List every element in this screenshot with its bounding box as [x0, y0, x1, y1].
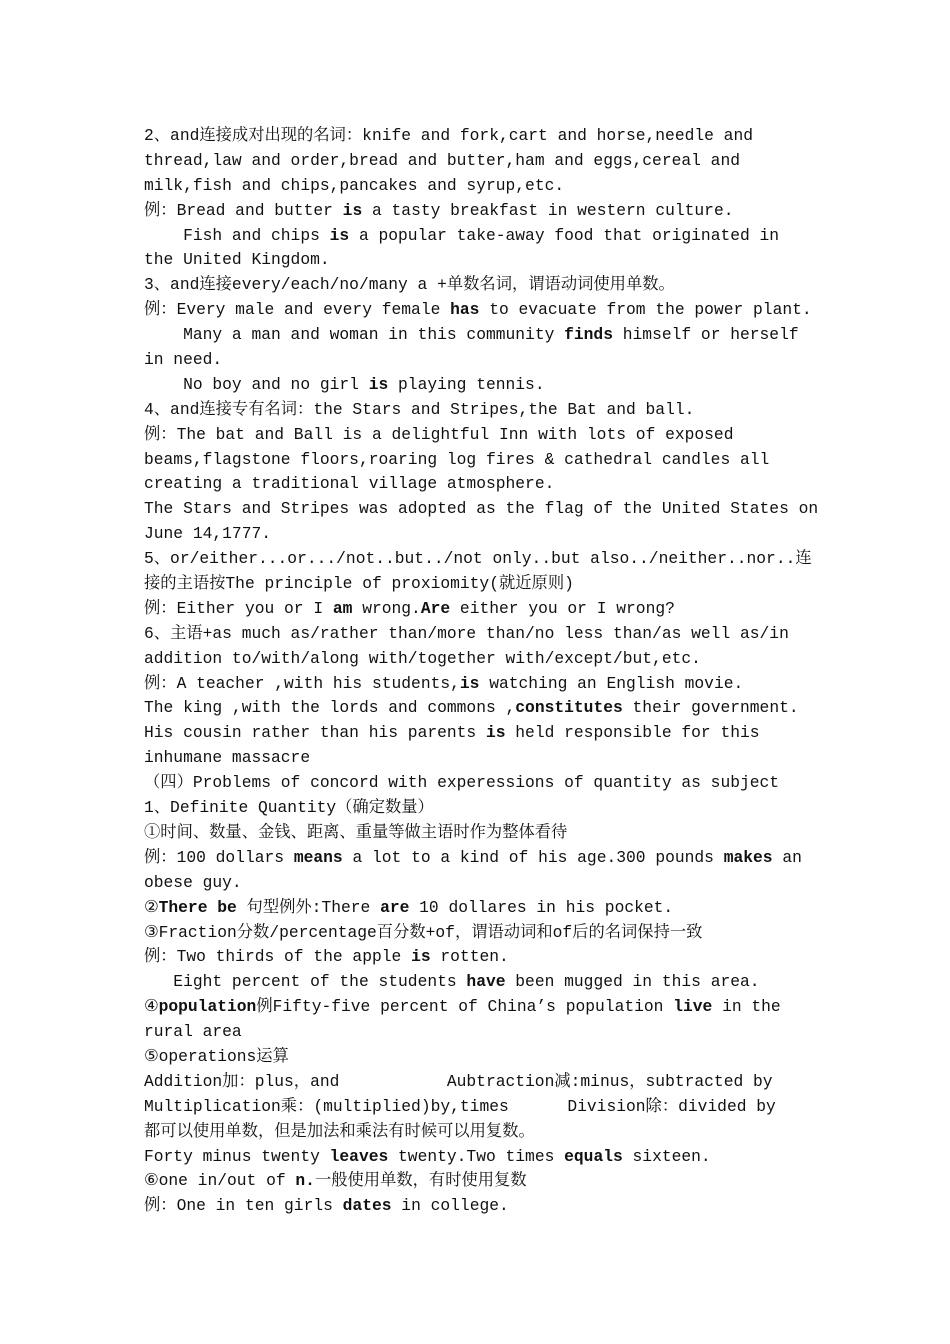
text-run: thread,law and order,bread and butter,ham and eggs,cereal and: [144, 150, 740, 170]
text-line: [144, 672, 814, 697]
text-line: [144, 1169, 814, 1194]
text-run: in need.: [144, 350, 223, 370]
text-line: [144, 174, 814, 199]
text-line: [144, 921, 814, 946]
text-line: [144, 696, 814, 721]
text-run: 1、Definite Quantity（确定数量）: [144, 798, 434, 818]
text-line: [144, 572, 814, 597]
text-run: 6、主语+as much as/rather than/more than/no less than/as well as/in: [144, 623, 789, 643]
text-run: addition to/with/along with/together with/except/but,etc.: [144, 648, 701, 668]
text-line: [144, 472, 814, 497]
text-run: a lot to a kind of his age.300 pounds: [342, 847, 724, 867]
text-line: [144, 348, 814, 373]
bold-verb: n.: [295, 1171, 315, 1191]
text-line: [144, 323, 814, 348]
text-line: [144, 522, 814, 547]
text-run: either you or I wrong?: [450, 598, 675, 618]
text-run: 例Fifty-five percent of China’s population: [256, 997, 674, 1017]
bold-verb: There be: [158, 897, 237, 917]
text-run: June 14,1777.: [144, 524, 272, 544]
text-line: [144, 746, 814, 771]
text-line: [144, 896, 814, 921]
text-run: ⑥one in/out of: [144, 1171, 296, 1191]
bold-verb: is: [459, 673, 480, 693]
text-line: [144, 771, 814, 796]
text-run: 例：One in ten girls: [144, 1196, 343, 1216]
bold-verb: live: [673, 997, 713, 1017]
text-line: [144, 1120, 814, 1145]
text-line: [144, 871, 814, 896]
text-run: （四）Problems of concord with experessions of quantity as subject: [144, 773, 780, 793]
text-line: [144, 423, 814, 448]
text-run: the United Kingdom.: [144, 250, 330, 270]
text-line: [144, 796, 814, 821]
text-run: 2、and连接成对出现的名词：knife and fork,cart and horse,needle and: [144, 126, 753, 145]
text-run: to evacuate from the power plant.: [479, 300, 812, 320]
text-run: in college.: [391, 1196, 509, 1216]
text-run: creating a traditional village atmosphere.: [144, 474, 555, 494]
text-line: [144, 622, 814, 647]
text-line: [144, 721, 814, 746]
text-run: The Stars and Stripes was adopted as the flag of the United States on: [144, 499, 819, 519]
text-line: [144, 149, 814, 174]
text-run: 例：Bread and butter: [144, 200, 343, 220]
text-line: [144, 1045, 814, 1070]
text-line: [144, 1070, 814, 1095]
bold-verb: population: [158, 997, 257, 1017]
text-run: rural area: [144, 1022, 242, 1042]
text-run: His cousin rather than his parents: [144, 723, 486, 743]
text-run: 接的主语按The principle of proxiomity(就近原则): [144, 574, 574, 594]
document-body: [144, 124, 819, 1219]
text-line: [144, 821, 814, 846]
text-line: [144, 248, 814, 273]
text-run: 例：The bat and Ball is a delightful Inn with lots of exposed: [144, 424, 734, 444]
bold-verb: is: [329, 225, 350, 245]
text-run: 都可以使用单数，但是加法和乘法有时候可以用复数。: [144, 1121, 535, 1141]
bold-verb: am: [332, 598, 353, 618]
text-run: 10 dollares in his pocket.: [409, 897, 674, 917]
text-line: [144, 124, 814, 149]
text-line: [144, 398, 814, 423]
text-run: Multiplication乘：(multiplied)by,times Division除：divided by: [144, 1096, 776, 1116]
text-line: [144, 1145, 814, 1170]
text-line: [144, 1194, 814, 1219]
text-run: 4、and连接专有名词：the Stars and Stripes,the Bat and ball.: [144, 399, 695, 419]
bold-verb: is: [485, 723, 506, 743]
text-run: in the: [712, 997, 781, 1017]
text-line: [144, 547, 814, 572]
text-run: ④: [144, 997, 159, 1017]
text-line: [144, 373, 814, 398]
text-run: twenty.Two times: [388, 1146, 565, 1166]
text-line: [144, 1095, 814, 1120]
text-line: [144, 199, 814, 224]
text-run: their government.: [622, 698, 799, 718]
text-line: [144, 945, 814, 970]
text-run: inhumane massacre: [144, 748, 311, 768]
bold-verb: is: [411, 947, 431, 967]
bold-verb: equals: [564, 1146, 623, 1166]
text-line: [144, 1020, 814, 1045]
bold-verb: constitutes: [515, 698, 623, 718]
text-run: ⑤operations运算: [144, 1046, 289, 1066]
text-run: No boy and no girl: [144, 374, 369, 394]
text-run: held responsible for this: [505, 723, 760, 743]
text-run: a popular take-away food that originated in: [349, 225, 780, 245]
text-run: an: [772, 847, 802, 867]
text-run: 例：Two thirds of the apple: [144, 947, 412, 967]
text-line: [144, 995, 814, 1020]
text-line: [144, 846, 814, 871]
text-run: ②: [144, 897, 159, 917]
text-line: [144, 273, 814, 298]
bold-verb: makes: [723, 847, 773, 867]
text-run: beams,flagstone floors,roaring log fires & cathedral candles all: [144, 449, 770, 469]
text-run: 3、and连接every/each/no/many a +单数名词，谓语动词使用单数。: [144, 275, 675, 295]
text-run: 例：Either you or I: [144, 598, 333, 618]
bold-verb: is: [368, 374, 389, 394]
bold-verb: have: [466, 972, 506, 992]
text-run: Eight percent of the students: [144, 972, 467, 992]
bold-verb: has: [450, 300, 480, 320]
text-run: 例：100 dollars: [144, 847, 294, 867]
text-run: himself or herself: [612, 325, 799, 345]
bold-verb: dates: [342, 1196, 392, 1216]
text-run: Many a man and woman in this community: [144, 325, 565, 345]
text-line: [144, 970, 814, 995]
text-run: Addition加：plus，and Aubtraction减:minus，subtracted by: [144, 1071, 773, 1091]
text-run: rotten.: [430, 947, 509, 967]
text-run: obese guy.: [144, 872, 242, 892]
text-line: [144, 597, 814, 622]
text-run: sixteen.: [622, 1146, 711, 1166]
text-line: [144, 224, 814, 249]
text-line: [144, 647, 814, 672]
text-run: a tasty breakfast in western culture.: [362, 200, 734, 220]
bold-verb: are: [380, 897, 410, 917]
text-run: ③Fraction分数/percentage百分数+of，谓语动词和of后的名词保持一致: [144, 922, 703, 942]
text-run: wrong.: [352, 598, 421, 618]
text-run: playing tennis.: [388, 374, 545, 394]
bold-verb: means: [293, 847, 343, 867]
text-run: 句型例外:There: [236, 897, 381, 917]
text-run: milk,fish and chips,pancakes and syrup,etc.: [144, 175, 565, 195]
bold-verb: is: [342, 200, 363, 220]
bold-verb: leaves: [329, 1146, 389, 1166]
text-run: The king ,with the lords and commons ,: [144, 698, 516, 718]
text-run: 例：Every male and every female: [144, 300, 451, 320]
text-run: been mugged in this area.: [505, 972, 760, 992]
text-line: [144, 497, 819, 522]
text-run: Fish and chips: [144, 225, 330, 245]
bold-verb: Are: [420, 598, 451, 618]
text-line: [144, 298, 814, 323]
text-run: 5、or/either...or.../not..but../not only..but also../neither..nor..连: [144, 549, 812, 569]
bold-verb: finds: [564, 325, 613, 345]
text-run: ①时间、数量、金钱、距离、重量等做主语时作为整体看待: [144, 822, 568, 842]
text-run: 例：A teacher ,with his students,: [144, 673, 460, 693]
text-run: 一般使用单数，有时使用复数: [314, 1171, 527, 1191]
text-line: [144, 448, 814, 473]
text-run: Forty minus twenty: [144, 1146, 330, 1166]
text-run: watching an English movie.: [479, 673, 744, 693]
